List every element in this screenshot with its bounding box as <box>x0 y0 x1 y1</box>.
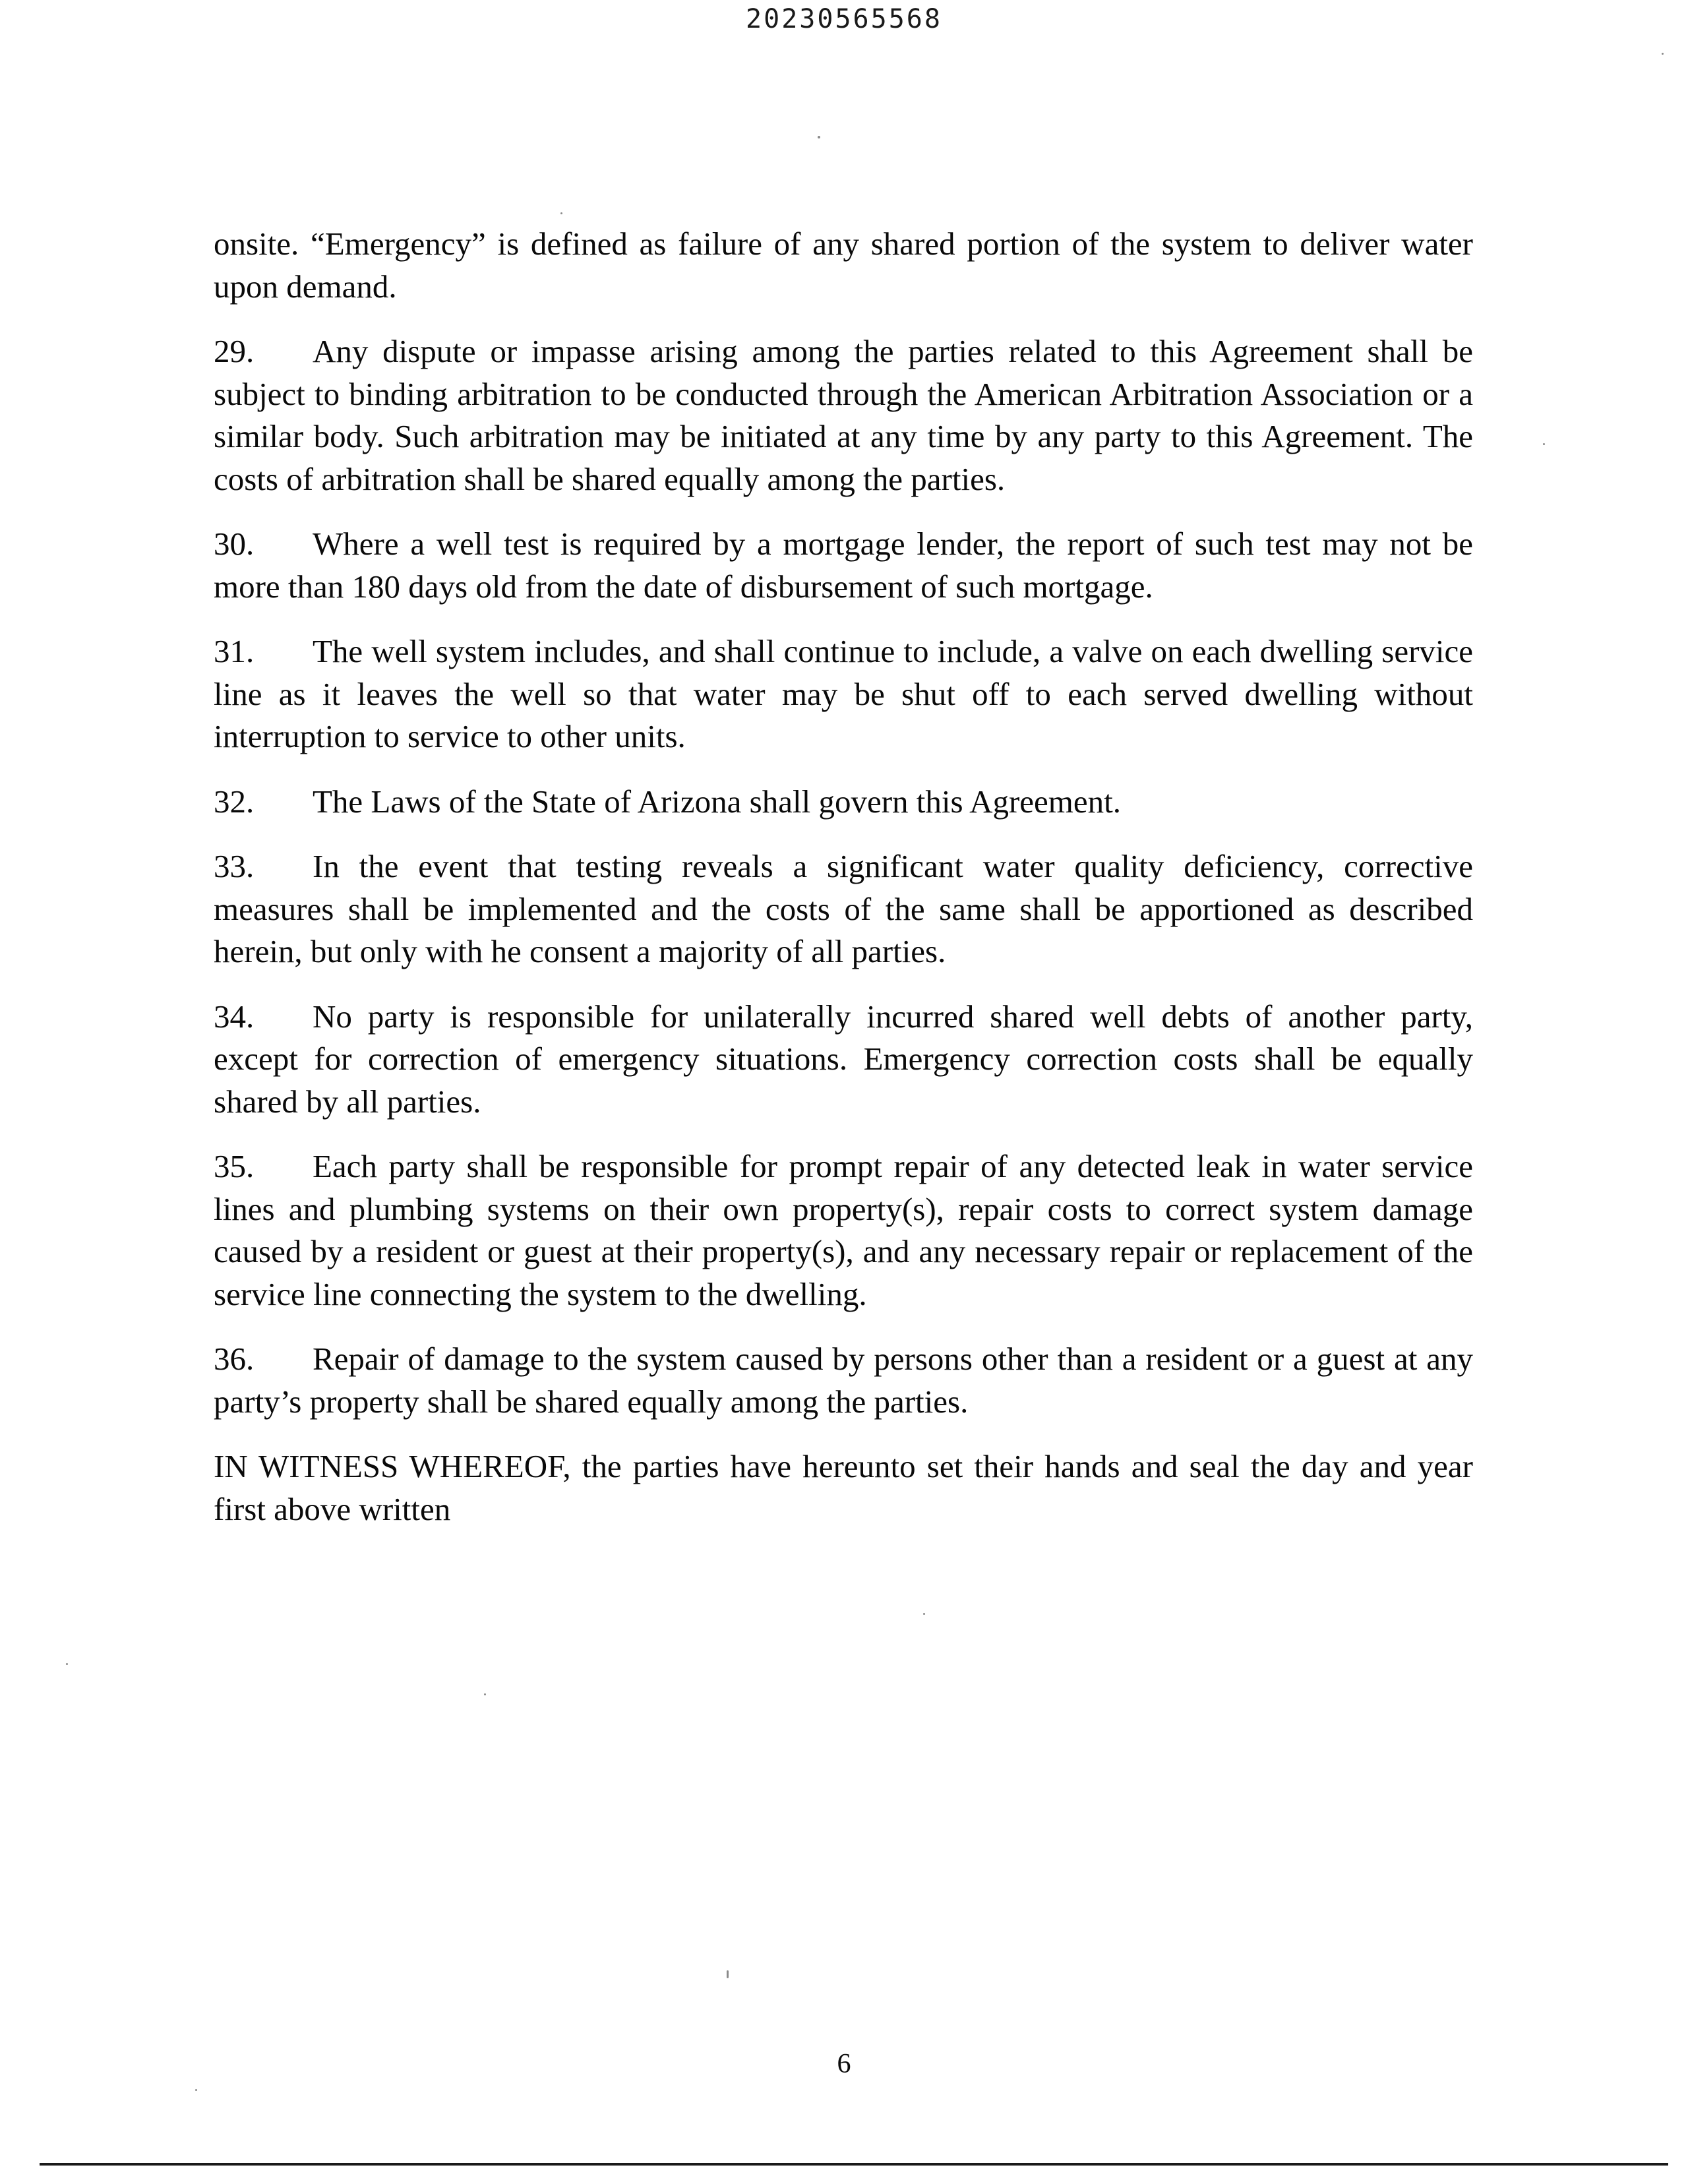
paragraph-text: Each party shall be responsible for prompt repair of any detected leak in water service lines and plumbing systems on their own property(s), repair costs to correct system damage caused by a resident or guest at their property(s), and any necessary repair or replacement of the service line connecting the system to the dwelling. <box>214 1148 1473 1312</box>
paragraph-number: 36. <box>214 1341 255 1377</box>
scan-speck <box>727 1970 729 1978</box>
scan-speck <box>1662 53 1664 55</box>
recording-number: 20230565568 <box>746 4 942 34</box>
paragraph-36 <box>214 1338 1473 1423</box>
paragraph-text: onsite. “Emergency” is defined as failure of any shared portion of the system to deliver water upon demand. <box>214 226 1473 305</box>
paragraph-34 <box>214 996 1473 1124</box>
paragraph-text: In the event that testing reveals a significant water quality deficiency, corrective measures shall be implemented and the costs of the same shall be apportioned as described herein, but only with he consent a majority of all parties. <box>214 848 1473 969</box>
scan-speck <box>818 136 820 138</box>
scan-speck <box>66 1663 68 1665</box>
paragraph-number: 31. <box>214 633 255 669</box>
scan-speck <box>1543 443 1545 445</box>
document-body <box>214 223 1473 1553</box>
paragraph-number: 32. <box>214 783 255 820</box>
paragraph-text: The Laws of the State of Arizona shall govern this Agreement. <box>313 783 1122 820</box>
paragraph-text: IN WITNESS WHEREOF, the parties have hereunto set their hands and seal the day and year first above written <box>214 1448 1473 1527</box>
paragraph-30 <box>214 523 1473 608</box>
paragraph-33 <box>214 845 1473 973</box>
paragraph-31 <box>214 630 1473 758</box>
witness-clause <box>214 1445 1473 1531</box>
page-number: 6 <box>837 2049 851 2079</box>
paragraph-text: Where a well test is required by a mortgage lender, the report of such test may not be more than 180 days old from the date of disbursement of such mortgage. <box>214 526 1473 605</box>
paragraph-number: 30. <box>214 526 255 562</box>
scan-speck <box>195 2089 197 2091</box>
paragraph-number: 34. <box>214 998 255 1035</box>
scan-speck <box>923 1613 925 1615</box>
bottom-rule <box>40 2163 1668 2166</box>
paragraph-text: Repair of damage to the system caused by persons other than a resident or a guest at any party’s property shall be shared equally among the parties. <box>214 1341 1473 1420</box>
paragraph-number: 35. <box>214 1148 255 1184</box>
paragraph-number: 29. <box>214 333 255 369</box>
paragraph-number: 33. <box>214 848 255 884</box>
paragraph-text: Any dispute or impasse arising among the parties related to this Agreement shall be subject to binding arbitration to be conducted through the American Arbitration Association or a similar body. Such arbitration may be initiated at any time by any party to this Agreement. The costs of arbitration shall be shared equally among the parties. <box>214 333 1473 497</box>
paragraph-text: No party is responsible for unilaterally incurred shared well debts of another party, except for correction of emergency situations. Emergency correction costs shall be equally shared by all parties. <box>214 998 1473 1120</box>
paragraph-continuation <box>214 223 1473 308</box>
paragraph-32 <box>214 781 1473 824</box>
scan-speck <box>484 1693 486 1695</box>
scan-speck <box>560 212 562 214</box>
paragraph-35 <box>214 1145 1473 1316</box>
paragraph-text: The well system includes, and shall continue to include, a valve on each dwelling service line as it leaves the well so that water may be shut off to each served dwelling without interruption to service to other units. <box>214 633 1473 754</box>
paragraph-29 <box>214 330 1473 501</box>
